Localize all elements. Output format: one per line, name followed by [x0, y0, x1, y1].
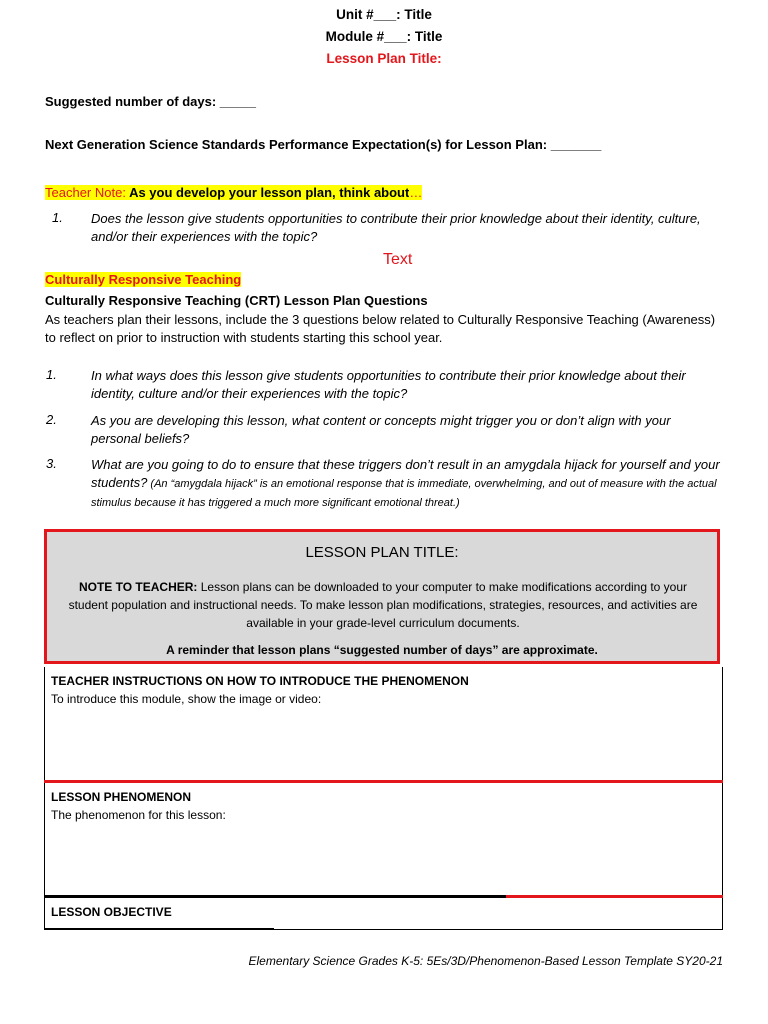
days-reminder: A reminder that lesson plans “suggested number of days” are approximate.: [166, 643, 598, 657]
lesson-plan-box: [44, 529, 720, 664]
crt-question-text: What are you going to do to ensure that these triggers don’t result in an amygdala hijack for yourself and your students?: [91, 457, 720, 490]
intro-phenomenon-section: [44, 667, 723, 781]
footer: Elementary Science Grades K-5: 5Es/3D/Phenomenon-Based Lesson Template SY20-21: [248, 954, 723, 968]
phenomenon-title: LESSON PHENOMENON: [51, 790, 192, 804]
crt-question-note: (An “amygdala hijack” is an emotional response that is immediate, overwhelming, and out of measure with the actual stimulus because it has triggered a much more significant emotional threat.): [91, 478, 717, 509]
crt-question-text: In what ways does this lesson give students opportunities to contribute their prior knowledge about their identity, culture and/or their experiences with the topic?: [91, 368, 686, 401]
intro-phenomenon-title: TEACHER INSTRUCTIONS ON HOW TO INTRODUCE THE PHENOMENON: [51, 674, 469, 688]
teacher-note-label: Teacher Note:: [45, 185, 126, 200]
lesson-plan-title: Lesson Plan Title:: [326, 51, 442, 66]
intro-phenomenon-body[interactable]: To introduce this module, show the image or video:: [51, 692, 322, 706]
crt-heading: Culturally Responsive Teaching: [45, 272, 242, 287]
section-divider: [44, 928, 274, 930]
teacher-note-ellipsis: …: [409, 185, 423, 200]
crt-question-item: [91, 456, 721, 512]
teacher-note: [45, 185, 422, 200]
objective-title: LESSON OBJECTIVE: [51, 905, 172, 919]
crt-intro: As teachers plan their lessons, include the 3 questions below related to Culturally Responsive Teaching (Awareness) to reflect on prior to instruction with students starting this school year.: [45, 312, 716, 345]
crt-question-num: 1.: [46, 367, 57, 382]
crt-question-num: 2.: [46, 412, 57, 427]
phenomenon-section: [44, 783, 723, 896]
crt-question-text: As you are developing this lesson, what content or concepts might trigger you or don’t align with your personal beliefs?: [91, 413, 671, 446]
note-to-teacher-text: Lesson plans can be downloaded to your computer to make modifications according to your student population and instructional needs. To make lesson plan modifications, strategies, resources, and activities are available in your grade-level curriculum documents.: [68, 580, 698, 630]
teacher-note-item-text: Does the lesson give students opportunities to contribute their prior knowledge about their identity, culture, and/or their experiences with the topic?: [91, 211, 701, 244]
crt-question-num: 3.: [46, 456, 57, 471]
suggested-days: Suggested number of days: _____: [45, 94, 256, 109]
text-placeholder: Text: [383, 251, 413, 268]
phenomenon-body[interactable]: The phenomenon for this lesson:: [51, 808, 226, 822]
ngss-expectations: Next Generation Science Standards Performance Expectation(s) for Lesson Plan: _______: [45, 137, 602, 152]
section-divider: [274, 929, 723, 930]
teacher-note-text: As you develop your lesson plan, think about: [125, 185, 410, 200]
note-to-teacher-label: NOTE TO TEACHER:: [78, 580, 198, 594]
objective-section: [44, 898, 723, 929]
lesson-box-title: LESSON PLAN TITLE:: [305, 544, 459, 561]
note-to-teacher: [61, 578, 705, 632]
teacher-note-item-num: 1.: [52, 210, 63, 225]
unit-title: Unit #___: Title: [336, 7, 432, 22]
module-title: Module #___: Title: [325, 29, 443, 44]
crt-subheading: Culturally Responsive Teaching (CRT) Lesson Plan Questions: [45, 293, 428, 308]
